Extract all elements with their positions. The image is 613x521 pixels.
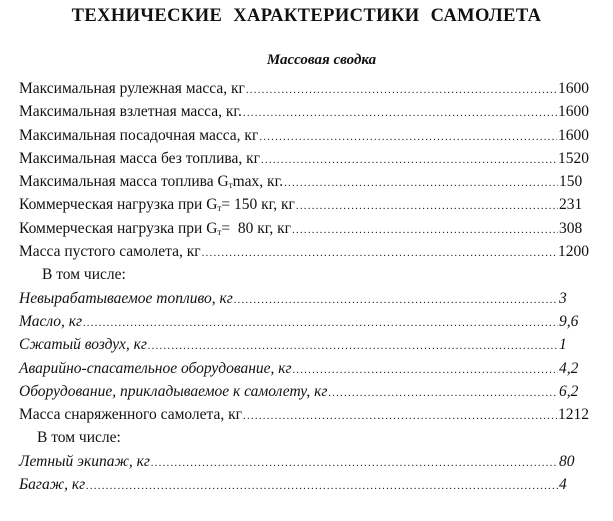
leader-dots [259,126,557,149]
row-oil [19,310,589,333]
leader-dots [202,242,557,265]
page-title: ТЕХНИЧЕСКИЕ ХАРАКТЕРИСТИКИ САМОЛЕТА [71,6,542,26]
row-baggage [19,473,589,496]
row-label: Максимальная посадочная масса, кг [19,126,259,144]
row-label [19,217,291,240]
row-value: 1200 [558,243,589,261]
row-payload-fuel-80 [19,217,589,240]
leader-dots [296,195,558,218]
leader-dots [284,172,558,195]
label-part: Максимальная масса топлива G [19,173,229,191]
row-compressed-air [19,333,589,356]
row-equipped-mass [19,403,589,426]
row-value: 9,6 [559,312,579,330]
row-label: Масса снаряженного самолета, кг [19,406,243,424]
row-label [19,170,283,193]
row-label [19,193,295,216]
leader-dots [293,359,558,382]
row-max-taxi-mass [19,77,589,100]
row-label: Масса пустого самолета, кг [19,243,201,261]
leader-dots [246,79,557,102]
row-value: 80 [559,452,575,470]
row-value: 308 [559,219,583,237]
subheading-label: В том числе: [37,429,121,447]
row-value: 1600 [558,126,589,144]
row-payload-fuel-150 [19,193,589,216]
row-label: Максимальная рулежная масса, кг [19,80,245,97]
row-value: 231 [559,196,583,214]
row-label: Аварийно-спасательное оборудование, кг [19,359,292,377]
row-attached-equipment [19,380,589,403]
row-value: 4,2 [559,359,579,377]
row-value: 150 [559,173,583,191]
row-label: Невырабатываемое топливо, кг [19,289,233,307]
leader-dots [261,149,557,172]
mass-summary-list [19,77,589,496]
row-value: 1212 [558,406,589,424]
subheading-label: В том числе: [42,266,126,284]
row-empty-mass [19,240,589,263]
subheading-including-1 [19,263,589,286]
row-label: Сжатый воздух, кг [19,336,147,354]
row-max-landing-mass [19,124,589,147]
label-part: Коммерческая нагрузка при G [19,196,218,214]
row-label: Багаж, кг [19,476,86,494]
row-value: 3 [559,289,567,307]
leader-dots [86,475,558,498]
row-value: 4 [559,476,567,494]
leader-dots [243,405,557,428]
row-emergency-equipment [19,357,589,380]
row-value: 1600 [558,103,589,121]
row-value: 1520 [558,149,589,167]
leader-dots [328,382,558,405]
row-max-takeoff-mass [19,100,589,123]
row-flight-crew [19,450,589,473]
label-part: = 80 кг, кг [221,219,292,237]
row-label: Максимальная взлетная масса, кг. [19,103,242,121]
leader-dots [292,219,558,242]
label-part: = 150 кг, кг [221,196,295,214]
row-max-fuel-mass [19,170,589,193]
row-value: 6,2 [559,382,579,400]
subheading-including-2 [19,426,589,449]
row-label: Максимальная масса без топлива, кг [19,149,260,167]
row-label: Оборудование, прикладываемое к самолету, кг [19,382,328,400]
row-label: Масло, кг [19,312,83,330]
leader-dots [148,335,558,358]
row-max-zero-fuel-mass [19,147,589,170]
row-unusable-fuel [19,287,589,310]
row-label: Летный экипаж, кг [19,452,150,470]
leader-dots [234,289,558,312]
label-subscript: т [228,180,233,191]
leader-dots [83,312,558,335]
label-subscript: т [217,203,222,214]
label-subscript: т [217,226,222,237]
row-value: 1600 [558,80,589,97]
label-part: max, кг. [232,173,284,191]
row-value: 1 [559,336,567,354]
label-part: Коммерческая нагрузка при G [19,219,218,237]
leader-dots [151,452,558,475]
section-title: Массовая сводка [266,52,377,68]
leader-dots [243,102,557,125]
